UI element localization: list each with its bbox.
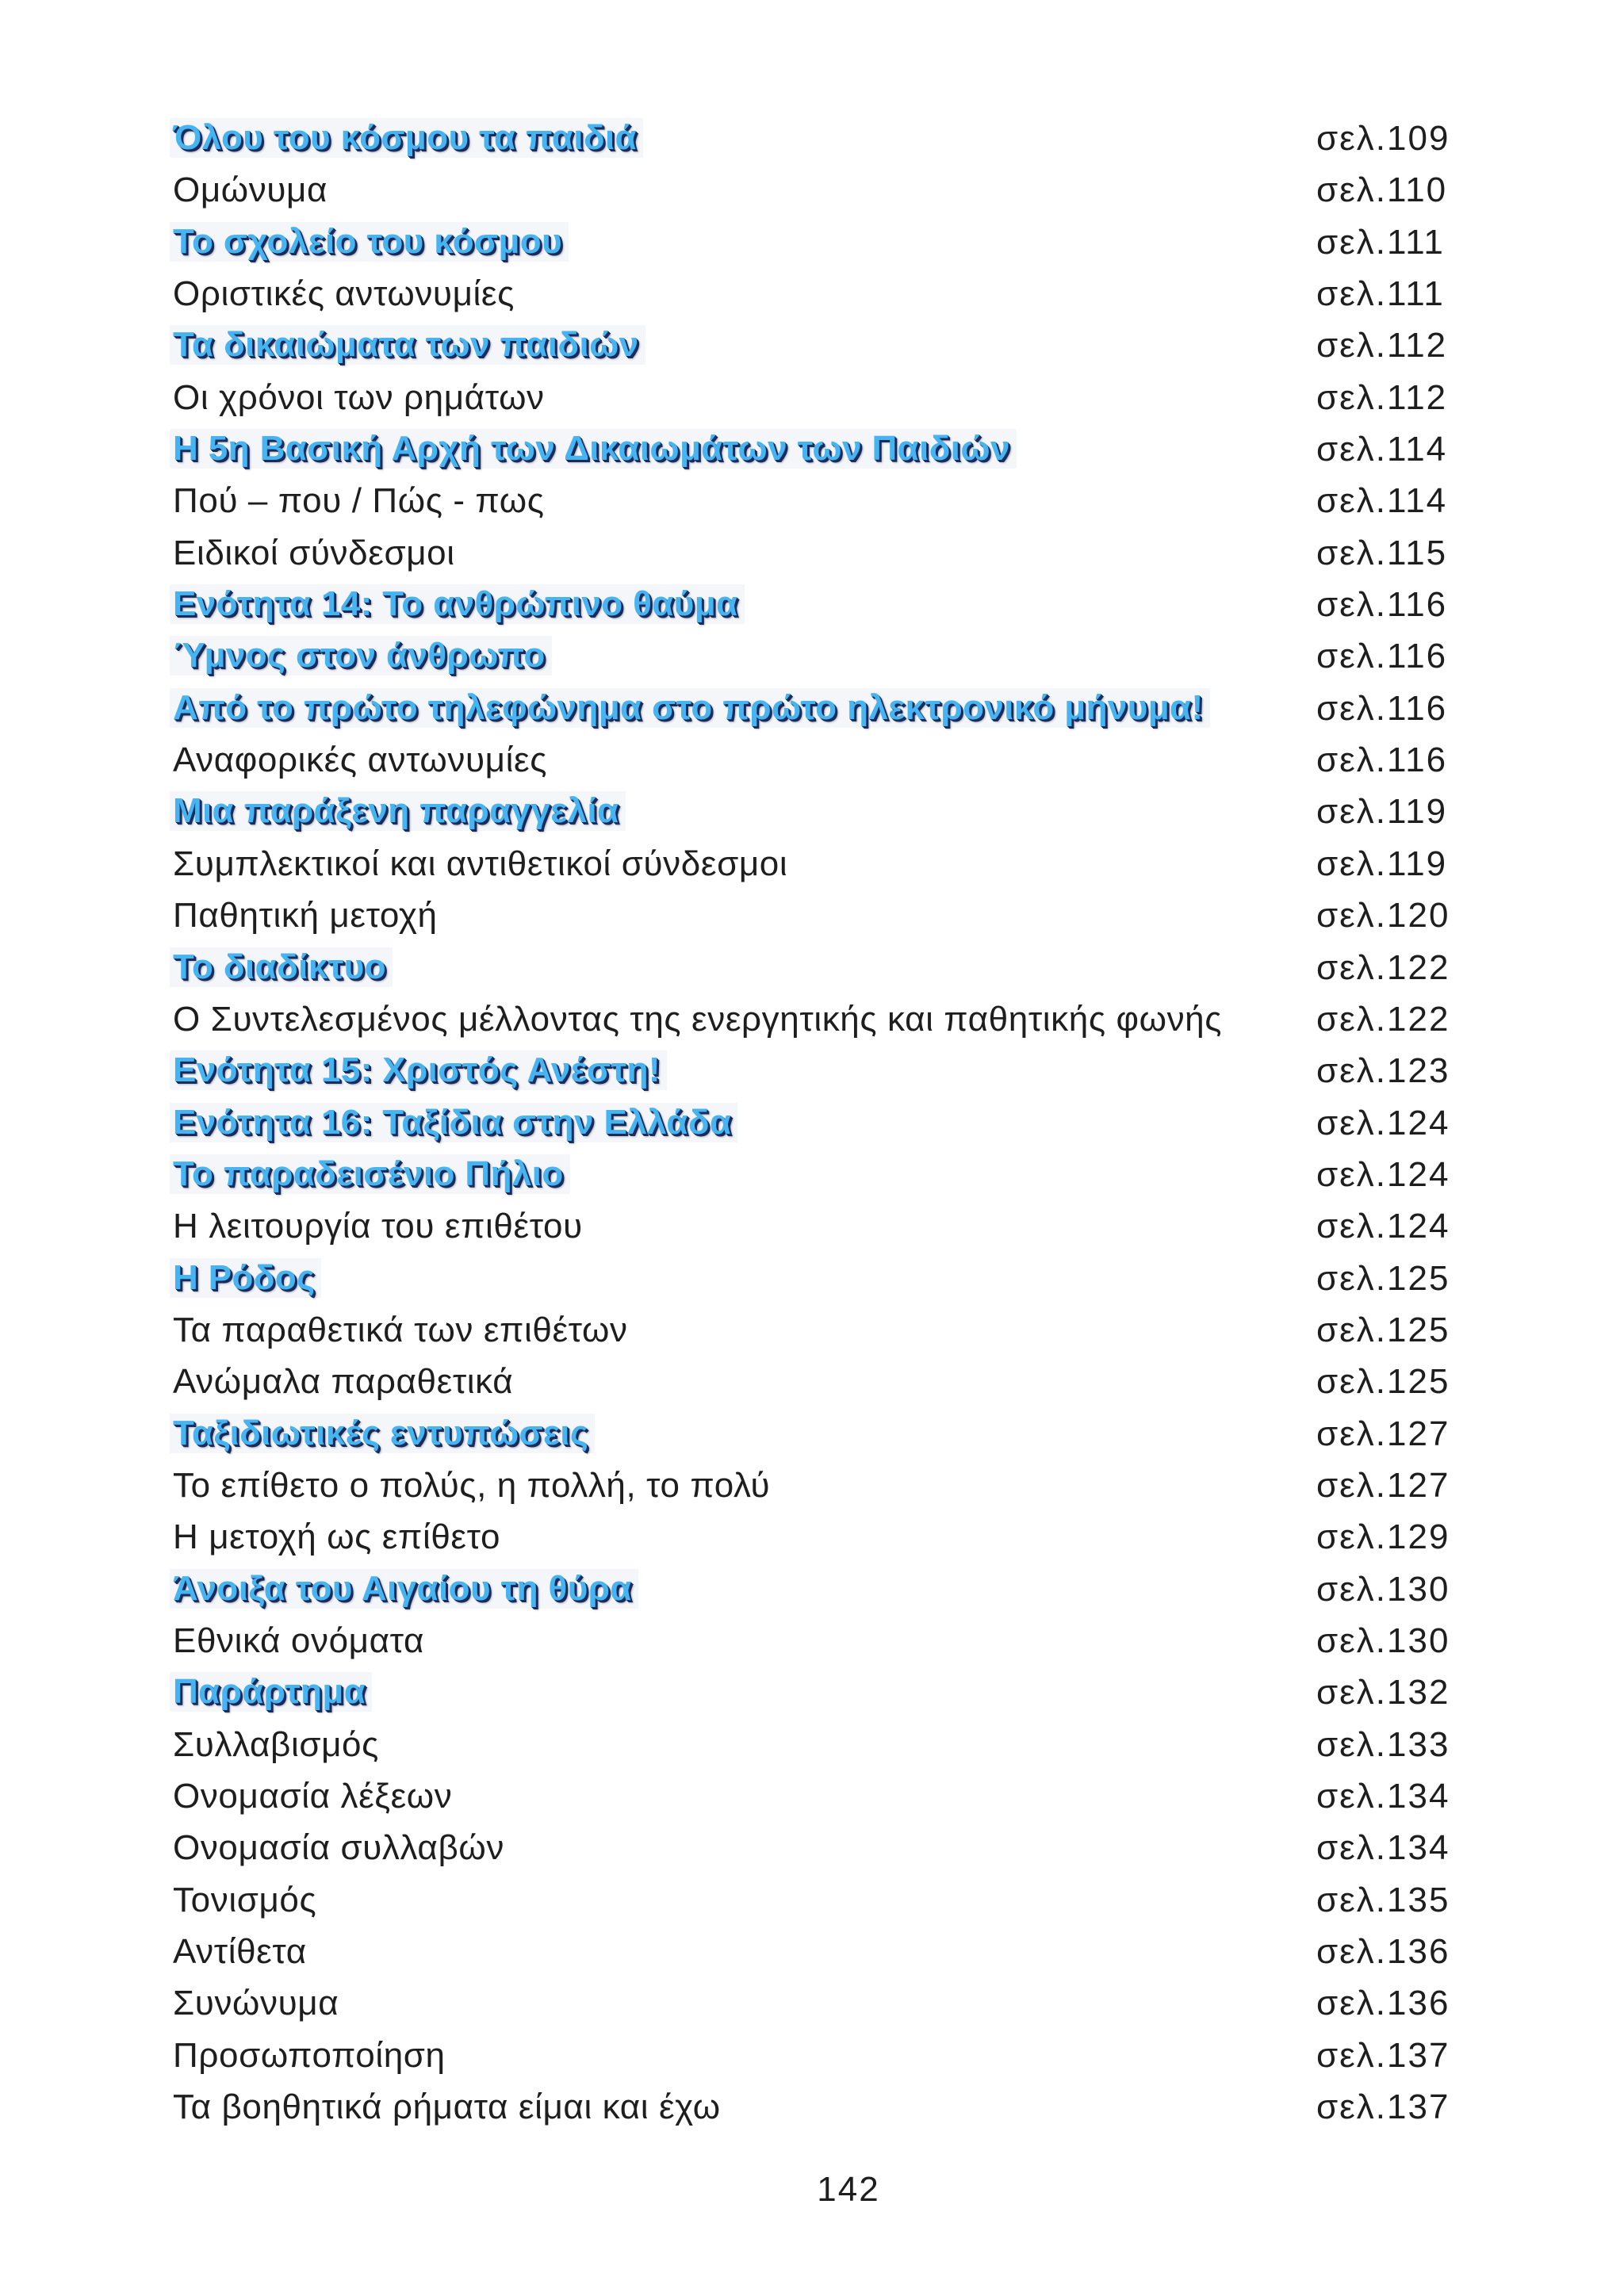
- toc-entry-title: Αναφορικές αντωνυμίες: [173, 740, 548, 780]
- toc-entry-page: σελ.116: [1316, 740, 1448, 780]
- toc-entry-page: σελ.116: [1316, 585, 1448, 625]
- toc-entry-page: σελ.119: [1316, 792, 1448, 832]
- toc-entry-title: Μια παράξενη παραγγελία: [170, 791, 626, 831]
- toc-entry: [170, 1770, 1470, 1822]
- toc-entry-page: σελ.122: [1316, 947, 1450, 987]
- toc-heading-entry: [170, 786, 1470, 837]
- toc-entry-title: Παράρτημα: [170, 1672, 372, 1712]
- toc-entry: [170, 1304, 1470, 1356]
- toc-entry-title: Το παραδεισένιο Πήλιο: [170, 1154, 570, 1194]
- toc-entry-page: σελ.129: [1316, 1517, 1450, 1557]
- toc-heading-entry: [170, 1667, 1470, 1718]
- toc-entry: [170, 1926, 1470, 1977]
- toc-entry-page: σελ.132: [1316, 1673, 1450, 1712]
- toc-entry-title: Τα παραθετικά των επιθέτων: [173, 1310, 628, 1349]
- toc-entry-title: Από το πρώτο τηλεφώνημα στο πρώτο ηλεκτρονικό μήνυμα!: [170, 688, 1210, 728]
- toc-entry-page: σελ.134: [1316, 1828, 1450, 1868]
- toc-entry: [170, 1460, 1470, 1511]
- toc-entry-page: σελ.127: [1316, 1465, 1450, 1505]
- toc-entry-page: σελ.111: [1316, 222, 1445, 262]
- toc-entry: [170, 1874, 1470, 1926]
- toc-heading-entry: [170, 630, 1470, 682]
- toc-entry-page: σελ.125: [1316, 1310, 1450, 1349]
- toc-entry: [170, 734, 1470, 786]
- toc-entry: [170, 1719, 1470, 1770]
- toc-entry-title: Η λειτουργία του επιθέτου: [173, 1207, 583, 1246]
- toc-entry-page: σελ.137: [1316, 2035, 1450, 2075]
- toc-entry-title: Ανώμαλα παραθετικά: [173, 1362, 514, 1402]
- toc-entry-page: σελ.119: [1316, 844, 1448, 883]
- table-of-contents: [170, 113, 1470, 2133]
- toc-entry-page: σελ.109: [1316, 119, 1450, 158]
- toc-entry-page: σελ.112: [1316, 326, 1448, 365]
- toc-heading-entry: [170, 1253, 1470, 1304]
- toc-entry-title: Ύμνος στον άνθρωπο: [170, 636, 552, 675]
- toc-heading-entry: [170, 1149, 1470, 1200]
- toc-entry-title: Ονομασία συλλαβών: [173, 1828, 504, 1868]
- page-number: 142: [817, 2170, 880, 2209]
- toc-heading-entry: [170, 1045, 1470, 1096]
- toc-entry-title: Τα βοηθητικά ρήματα είμαι και έχω: [173, 2087, 721, 2127]
- toc-entry: [170, 2081, 1470, 2133]
- toc-entry-title: Ενότητα 15: Χριστός Ανέστη!: [170, 1050, 667, 1090]
- toc-entry-page: σελ.135: [1316, 1880, 1450, 1919]
- toc-entry: [170, 1977, 1470, 2029]
- toc-entry-page: σελ.114: [1316, 481, 1448, 521]
- toc-entry-page: σελ.112: [1316, 377, 1448, 417]
- toc-entry: [170, 475, 1470, 526]
- toc-entry: [170, 838, 1470, 890]
- toc-entry-page: σελ.130: [1316, 1621, 1450, 1660]
- toc-heading-entry: [170, 1408, 1470, 1460]
- toc-entry-title: Η Ρόδος: [170, 1258, 321, 1298]
- toc-entry-title: Αντίθετα: [173, 1932, 307, 1972]
- toc-entry-page: σελ.110: [1316, 170, 1448, 210]
- toc-entry-page: σελ.115: [1316, 533, 1448, 572]
- toc-entry-title: Η 5η Βασική Αρχή των Δικαιωμάτων των Παιδιών: [170, 429, 1017, 469]
- toc-heading-entry: [170, 1563, 1470, 1615]
- toc-entry-page: σελ.116: [1316, 637, 1448, 676]
- toc-entry-title: Η μετοχή ως επίθετο: [173, 1517, 501, 1557]
- toc-entry: [170, 1511, 1470, 1563]
- toc-entry: [170, 993, 1470, 1045]
- toc-entry-title: Τονισμός: [173, 1880, 317, 1919]
- toc-entry-title: Το διαδίκτυο: [170, 947, 393, 987]
- toc-entry-title: Το σχολείο του κόσμου: [170, 222, 569, 262]
- toc-entry: [170, 268, 1470, 320]
- toc-entry-title: Προσωποποίηση: [173, 2035, 446, 2075]
- toc-entry: [170, 372, 1470, 423]
- toc-entry-title: Τα δικαιώματα των παιδιών: [170, 325, 645, 365]
- toc-entry-title: Ενότητα 14: Το ανθρώπινο θαύμα: [170, 584, 745, 624]
- toc-entry-title: Πού – που / Πώς - πως: [173, 481, 545, 521]
- toc-heading-entry: [170, 216, 1470, 268]
- toc-entry-page: σελ.124: [1316, 1207, 1450, 1246]
- toc-heading-entry: [170, 942, 1470, 993]
- toc-heading-entry: [170, 1097, 1470, 1149]
- toc-entry-title: Εθνικά ονόματα: [173, 1621, 425, 1660]
- toc-entry-page: σελ.134: [1316, 1777, 1450, 1816]
- toc-entry-page: σελ.111: [1316, 274, 1445, 314]
- toc-entry-page: σελ.124: [1316, 1154, 1450, 1194]
- toc-entry-title: Ενότητα 16: Ταξίδια στην Ελλάδα: [170, 1103, 737, 1142]
- toc-entry-page: σελ.125: [1316, 1258, 1450, 1298]
- toc-entry: [170, 164, 1470, 216]
- toc-entry-page: σελ.130: [1316, 1569, 1450, 1609]
- toc-entry-title: Ταξιδιωτικές εντυπώσεις: [170, 1414, 595, 1453]
- toc-entry: [170, 2030, 1470, 2081]
- toc-heading-entry: [170, 113, 1470, 164]
- toc-heading-entry: [170, 423, 1470, 475]
- toc-entry-page: σελ.120: [1316, 896, 1450, 936]
- toc-entry-title: Συλλαβισμός: [173, 1724, 379, 1764]
- toc-entry: [170, 890, 1470, 941]
- toc-heading-entry: [170, 579, 1470, 630]
- toc-entry-page: σελ.116: [1316, 688, 1448, 728]
- toc-entry-page: σελ.123: [1316, 1051, 1450, 1091]
- toc-entry-title: Οριστικές αντωνυμίες: [173, 274, 515, 314]
- toc-entry: [170, 1822, 1470, 1873]
- toc-entry-title: Ειδικοί σύνδεσμοι: [173, 533, 455, 572]
- toc-entry-title: Άνοιξα του Αιγαίου τη θύρα: [170, 1569, 638, 1609]
- toc-entry-page: σελ.136: [1316, 1984, 1450, 2023]
- toc-entry-title: Συνώνυμα: [173, 1984, 339, 2023]
- toc-entry-page: σελ.124: [1316, 1103, 1450, 1142]
- toc-entry-page: σελ.133: [1316, 1724, 1450, 1764]
- toc-entry-title: Οι χρόνοι των ρημάτων: [173, 377, 545, 417]
- toc-entry: [170, 1356, 1470, 1407]
- toc-entry: [170, 1200, 1470, 1252]
- toc-heading-entry: [170, 683, 1470, 734]
- toc-entry-page: σελ.122: [1316, 999, 1450, 1039]
- toc-entry-page: σελ.136: [1316, 1932, 1450, 1972]
- toc-entry: [170, 1615, 1470, 1667]
- toc-entry-title: Όλου του κόσμου τα παιδιά: [170, 118, 643, 158]
- toc-entry-page: σελ.137: [1316, 2087, 1450, 2127]
- toc-entry-title: Παθητική μετοχή: [173, 896, 438, 936]
- toc-entry-page: σελ.125: [1316, 1362, 1450, 1402]
- toc-entry-title: Το επίθετο ο πολύς, η πολλή, το πολύ: [173, 1465, 771, 1505]
- toc-entry-page: σελ.127: [1316, 1414, 1450, 1453]
- toc-entry-title: Ο Συντελεσμένος μέλλοντας της ενεργητικής και παθητικής φωνής: [173, 999, 1223, 1039]
- toc-entry-title: Ονομασία λέξεων: [173, 1777, 453, 1816]
- toc-entry-title: Συμπλεκτικοί και αντιθετικοί σύνδεσμοι: [173, 844, 788, 883]
- toc-entry: [170, 527, 1470, 579]
- toc-entry-title: Ομώνυμα: [173, 170, 327, 210]
- toc-heading-entry: [170, 320, 1470, 371]
- toc-entry-page: σελ.114: [1316, 430, 1448, 469]
